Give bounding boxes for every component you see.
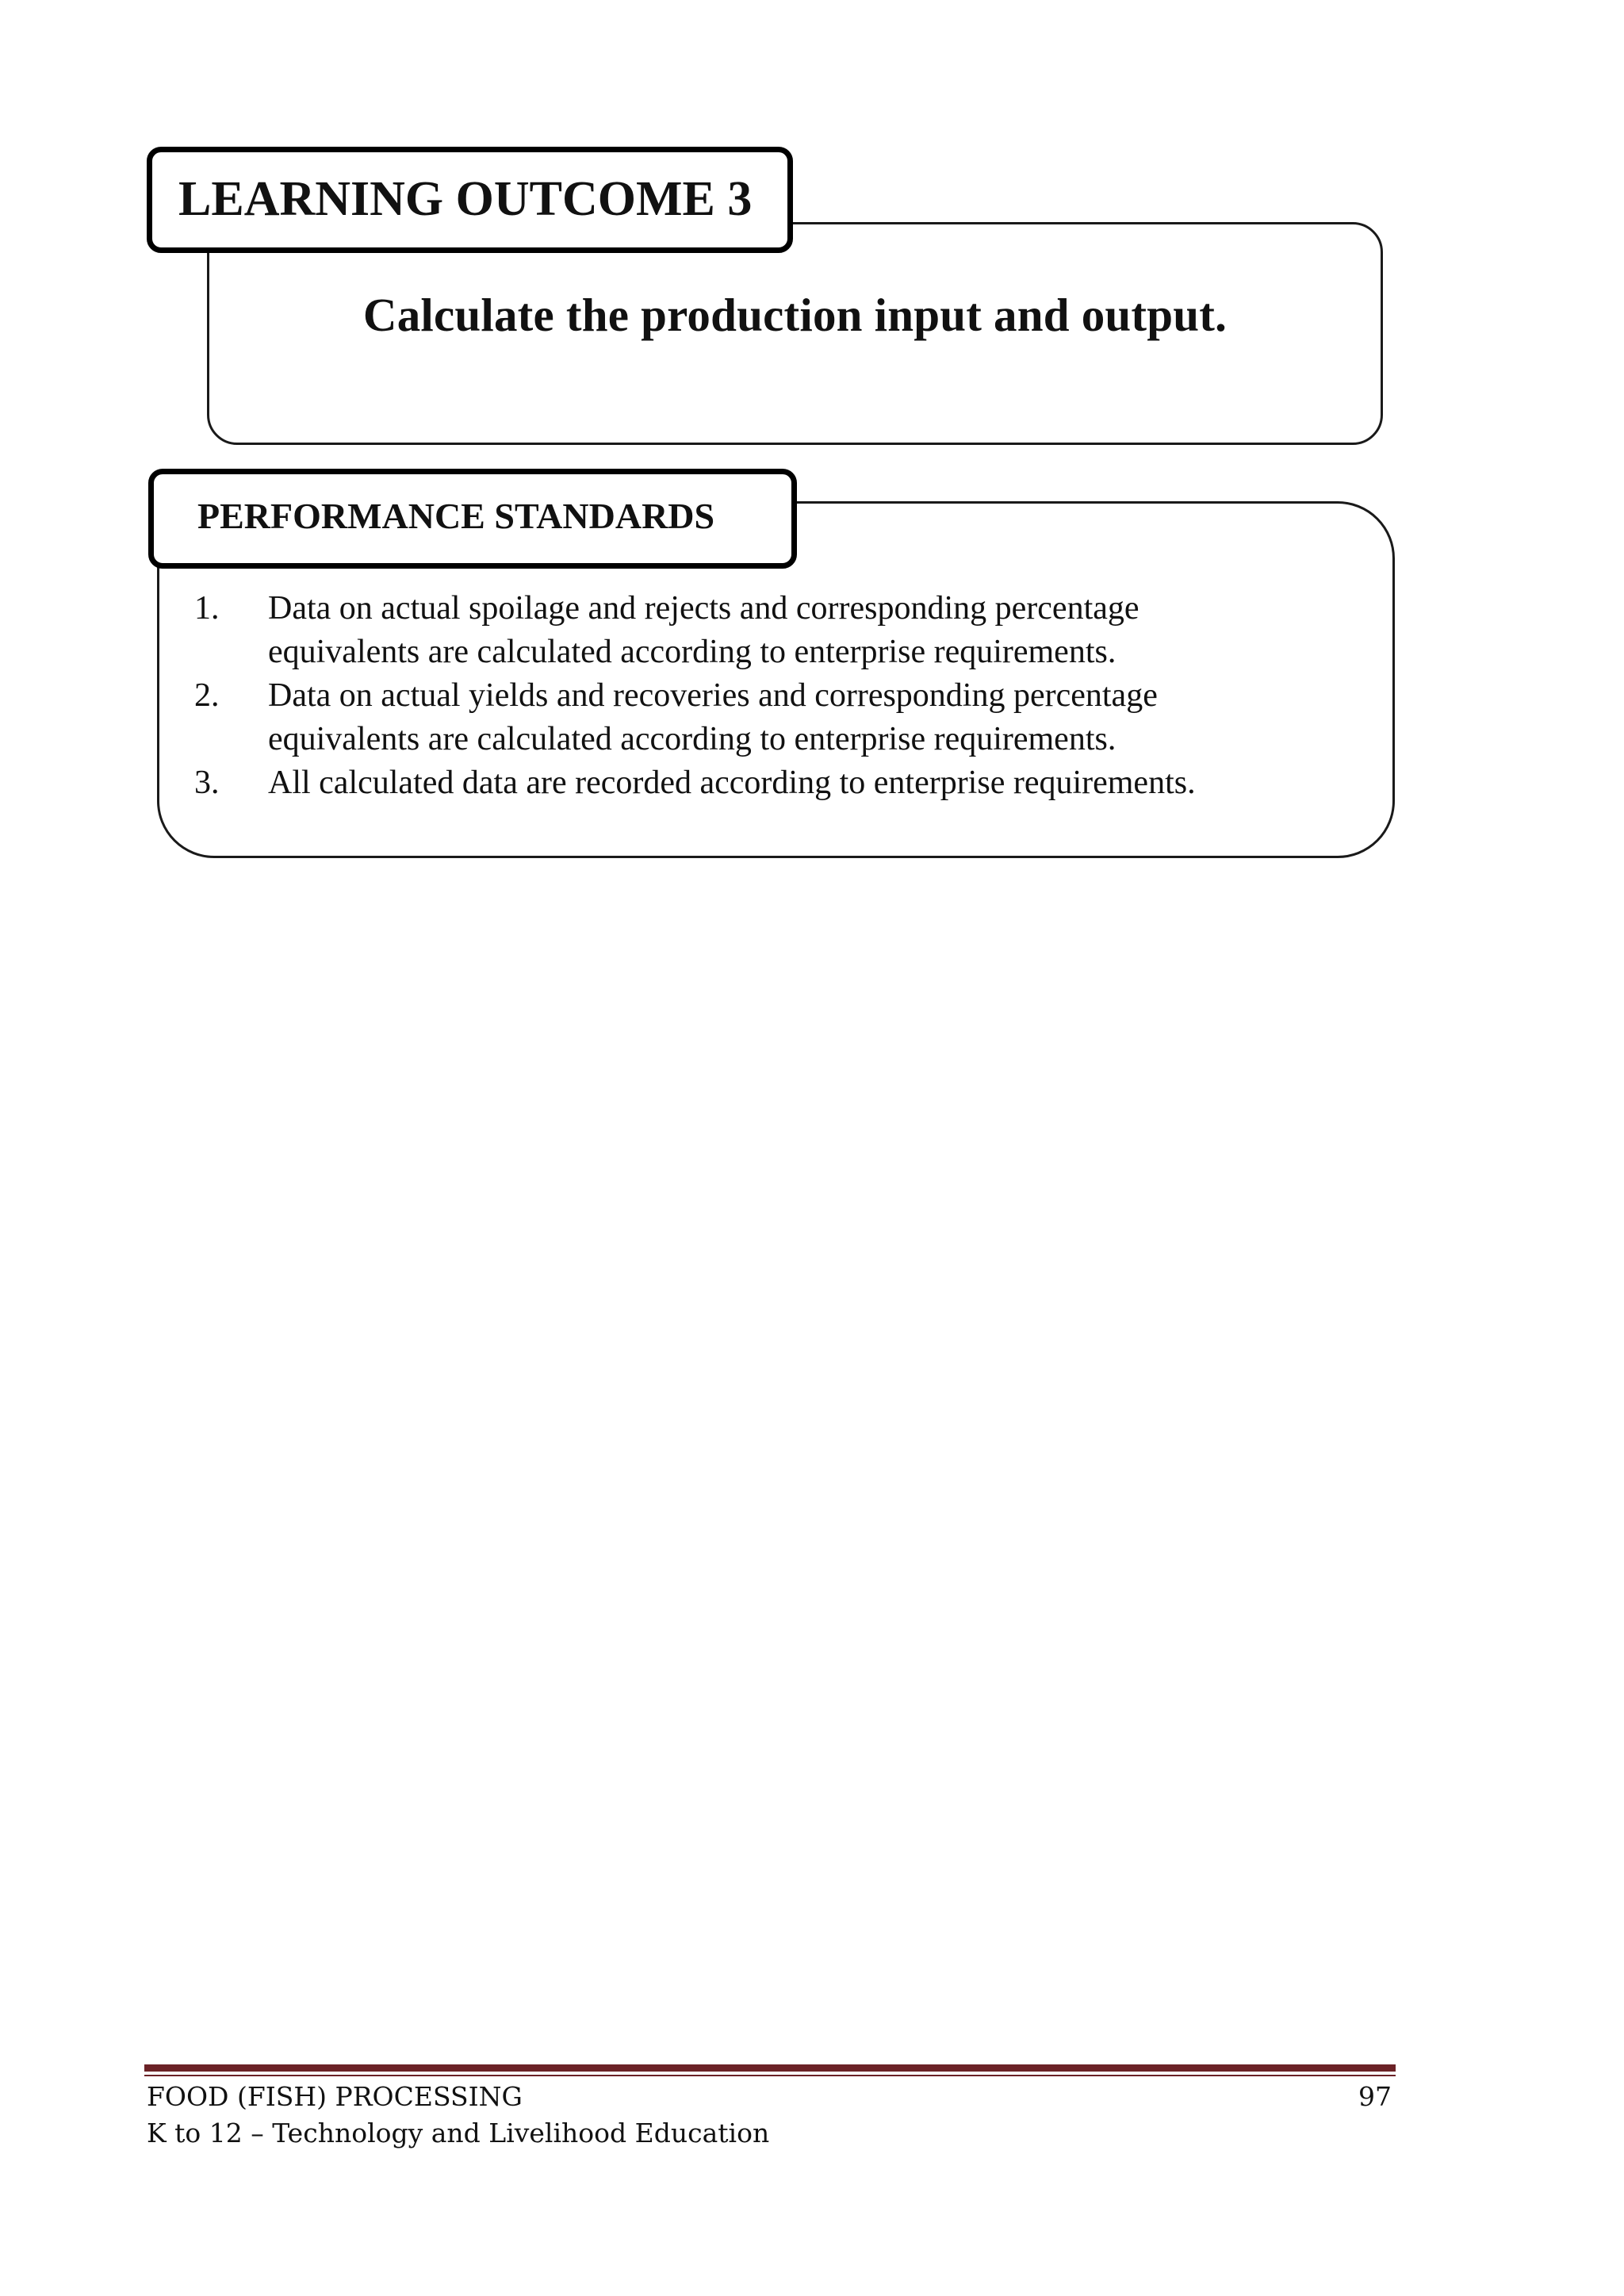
list-item-line: Data on actual spoilage and rejects and corresponding percentage <box>268 590 1139 627</box>
performance-standards-list <box>194 587 1352 805</box>
list-item <box>194 761 1352 805</box>
learning-outcome-box <box>207 222 1383 445</box>
list-item-number: 2. <box>194 677 220 714</box>
list-item-line: equivalents are calculated according to enterprise requirements. <box>268 721 1116 757</box>
footer-text <box>147 2079 769 2152</box>
learning-outcome-tab <box>147 147 793 253</box>
footer-rule <box>144 2064 1396 2072</box>
list-item-line: equivalents are calculated according to enterprise requirements. <box>268 634 1116 670</box>
footer-program: K to 12 – Technology and Livelihood Education <box>147 2118 770 2148</box>
footer-course: FOOD (FISH) PROCESSING <box>147 2081 523 2112</box>
list-item-line: Data on actual yields and recoveries and corresponding percentage <box>268 677 1158 714</box>
list-item <box>194 674 1352 761</box>
footer-rule-thin <box>144 2075 1396 2076</box>
learning-outcome-label: LEARNING OUTCOME 3 <box>178 172 753 226</box>
list-item-line: All calculated data are recorded according to enterprise requirements. <box>268 765 1196 801</box>
performance-standards-tab <box>148 469 797 569</box>
list-item <box>194 587 1352 674</box>
list-item-number: 3. <box>194 765 220 801</box>
performance-standards-label: PERFORMANCE STANDARDS <box>197 496 715 536</box>
learning-outcome-title: Calculate the production input and output. <box>362 289 1228 341</box>
page-number: 97 <box>1358 2081 1392 2112</box>
list-item-number: 1. <box>194 590 220 627</box>
